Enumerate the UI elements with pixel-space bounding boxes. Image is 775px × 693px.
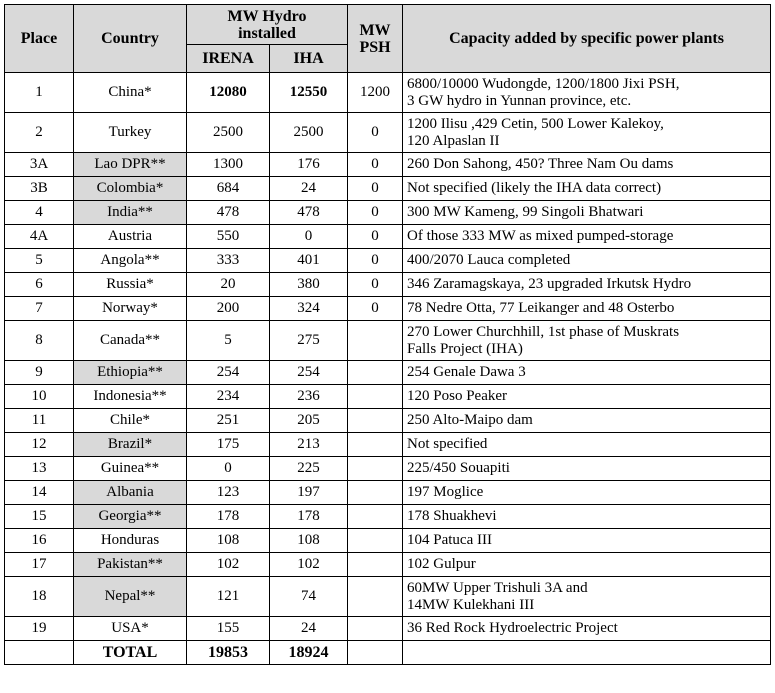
irena-cell: 102	[187, 553, 270, 577]
irena-cell: 684	[187, 177, 270, 201]
country-cell: Albania	[74, 481, 187, 505]
iha-cell: 2500	[270, 113, 348, 153]
country-cell: India**	[74, 201, 187, 225]
capacity-line: 14MW Kulekhani III	[407, 596, 535, 613]
place-cell: 1	[5, 73, 74, 113]
capacity-line: Not specified	[407, 436, 488, 452]
psh-cell: 0	[348, 273, 403, 297]
place-cell: 4	[5, 201, 74, 225]
table-header	[5, 5, 771, 73]
iha-cell: 275	[270, 321, 348, 361]
table-row	[5, 617, 771, 641]
table-row	[5, 409, 771, 433]
capacity-cell	[403, 409, 771, 433]
irena-cell: 1300	[187, 153, 270, 177]
country-cell: China*	[74, 73, 187, 113]
irena-cell: 0	[187, 457, 270, 481]
capacity-line: 270 Lower Churchhill, 1st phase of Muskrats	[407, 323, 680, 340]
iha-cell: 24	[270, 617, 348, 641]
capacity-cell	[403, 577, 771, 617]
total-psh-cell	[348, 641, 403, 665]
capacity-cell	[403, 385, 771, 409]
iha-cell: 254	[270, 361, 348, 385]
irena-cell: 2500	[187, 113, 270, 153]
capacity-cell	[403, 553, 771, 577]
header-iha: IHA	[270, 45, 348, 73]
iha-cell: 205	[270, 409, 348, 433]
country-cell: Brazil*	[74, 433, 187, 457]
country-cell: Chile*	[74, 409, 187, 433]
capacity-line: 78 Nedre Otta, 77 Leikanger and 48 Osterbo	[407, 300, 675, 316]
hydro-capacity-table	[4, 4, 771, 665]
psh-cell	[348, 457, 403, 481]
capacity-cell	[403, 177, 771, 201]
psh-cell	[348, 553, 403, 577]
capacity-cell	[403, 617, 771, 641]
table-body	[5, 73, 771, 641]
capacity-line: 400/2070 Lauca completed	[407, 252, 571, 268]
table-row	[5, 361, 771, 385]
iha-cell: 0	[270, 225, 348, 249]
country-cell: Norway*	[74, 297, 187, 321]
psh-cell	[348, 361, 403, 385]
capacity-cell	[403, 529, 771, 553]
place-cell: 12	[5, 433, 74, 457]
header-place: Place	[5, 5, 74, 73]
iha-cell: 380	[270, 273, 348, 297]
table-row	[5, 433, 771, 457]
irena-cell: 155	[187, 617, 270, 641]
country-cell: Colombia*	[74, 177, 187, 201]
psh-cell: 0	[348, 113, 403, 153]
country-cell: Indonesia**	[74, 385, 187, 409]
capacity-cell	[403, 73, 771, 113]
country-cell: Pakistan**	[74, 553, 187, 577]
capacity-line: 250 Alto-Maipo dam	[407, 412, 533, 428]
table-row	[5, 177, 771, 201]
place-cell: 7	[5, 297, 74, 321]
place-cell: 10	[5, 385, 74, 409]
place-cell: 3A	[5, 153, 74, 177]
table-row	[5, 321, 771, 361]
capacity-cell	[403, 225, 771, 249]
iha-cell: 102	[270, 553, 348, 577]
irena-cell: 175	[187, 433, 270, 457]
table-row	[5, 201, 771, 225]
place-cell: 4A	[5, 225, 74, 249]
header-irena: IRENA	[187, 45, 270, 73]
capacity-cell	[403, 153, 771, 177]
capacity-cell	[403, 273, 771, 297]
iha-cell: 225	[270, 457, 348, 481]
total-iha: 18924	[270, 641, 348, 665]
country-cell: Austria	[74, 225, 187, 249]
psh-cell: 0	[348, 297, 403, 321]
capacity-line: 1200 Ilisu ,429 Cetin, 500 Lower Kalekoy,	[407, 115, 664, 132]
total-row	[5, 641, 771, 665]
irena-cell: 254	[187, 361, 270, 385]
iha-cell: 401	[270, 249, 348, 273]
total-capacity-cell	[403, 641, 771, 665]
place-cell: 17	[5, 553, 74, 577]
country-cell: Russia*	[74, 273, 187, 297]
place-cell: 6	[5, 273, 74, 297]
irena-cell: 123	[187, 481, 270, 505]
place-cell: 2	[5, 113, 74, 153]
psh-cell	[348, 577, 403, 617]
capacity-line: 36 Red Rock Hydroelectric Project	[407, 620, 618, 636]
place-cell: 8	[5, 321, 74, 361]
capacity-line: 60MW Upper Trishuli 3A and	[407, 579, 588, 596]
capacity-cell	[403, 249, 771, 273]
capacity-line: 300 MW Kameng, 99 Singoli Bhatwari	[407, 204, 644, 220]
table-row	[5, 505, 771, 529]
irena-cell: 251	[187, 409, 270, 433]
capacity-cell	[403, 361, 771, 385]
irena-cell: 12080	[187, 73, 270, 113]
iha-cell: 478	[270, 201, 348, 225]
header-capacity: Capacity added by specific power plants	[403, 5, 771, 73]
total-label: TOTAL	[74, 641, 187, 665]
capacity-cell	[403, 201, 771, 225]
capacity-cell	[403, 505, 771, 529]
place-cell: 13	[5, 457, 74, 481]
capacity-line: 197 Moglice	[407, 484, 484, 500]
place-cell: 18	[5, 577, 74, 617]
place-cell: 16	[5, 529, 74, 553]
header-mw-hydro: MW Hydro installed	[187, 5, 348, 45]
iha-cell: 213	[270, 433, 348, 457]
table-row	[5, 73, 771, 113]
place-cell: 11	[5, 409, 74, 433]
place-cell: 9	[5, 361, 74, 385]
country-cell: Honduras	[74, 529, 187, 553]
header-mw-psh: MW PSH	[348, 5, 403, 73]
iha-cell: 236	[270, 385, 348, 409]
psh-cell: 0	[348, 225, 403, 249]
table-row	[5, 457, 771, 481]
iha-cell: 197	[270, 481, 348, 505]
table-row	[5, 297, 771, 321]
irena-cell: 5	[187, 321, 270, 361]
table-row	[5, 273, 771, 297]
country-cell: Ethiopia**	[74, 361, 187, 385]
irena-cell: 178	[187, 505, 270, 529]
iha-cell: 176	[270, 153, 348, 177]
capacity-line: 6800/10000 Wudongde, 1200/1800 Jixi PSH,	[407, 75, 680, 92]
iha-cell: 24	[270, 177, 348, 201]
capacity-line: Of those 333 MW as mixed pumped-storage	[407, 228, 674, 244]
capacity-cell	[403, 297, 771, 321]
table-row	[5, 225, 771, 249]
psh-cell	[348, 433, 403, 457]
capacity-line: 104 Patuca III	[407, 532, 492, 548]
capacity-line: 120 Poso Peaker	[407, 388, 508, 404]
table-row	[5, 113, 771, 153]
header-country: Country	[74, 5, 187, 73]
capacity-line: 346 Zaramagskaya, 23 upgraded Irkutsk Hydro	[407, 276, 692, 292]
capacity-line: 102 Gulpur	[407, 556, 476, 572]
psh-cell	[348, 321, 403, 361]
irena-cell: 20	[187, 273, 270, 297]
country-cell: Lao DPR**	[74, 153, 187, 177]
capacity-line: 254 Genale Dawa 3	[407, 364, 526, 380]
place-cell: 15	[5, 505, 74, 529]
psh-cell	[348, 385, 403, 409]
table-row	[5, 385, 771, 409]
irena-cell: 550	[187, 225, 270, 249]
country-cell: Turkey	[74, 113, 187, 153]
iha-cell: 108	[270, 529, 348, 553]
place-cell: 5	[5, 249, 74, 273]
country-cell: Angola**	[74, 249, 187, 273]
capacity-line: 260 Don Sahong, 450? Three Nam Ou dams	[407, 156, 674, 172]
country-cell: Guinea**	[74, 457, 187, 481]
irena-cell: 121	[187, 577, 270, 617]
iha-cell: 74	[270, 577, 348, 617]
psh-cell	[348, 409, 403, 433]
iha-cell: 178	[270, 505, 348, 529]
capacity-line: Falls Project (IHA)	[407, 340, 523, 357]
table-row	[5, 249, 771, 273]
capacity-cell	[403, 433, 771, 457]
psh-cell	[348, 529, 403, 553]
total-irena: 19853	[187, 641, 270, 665]
country-cell: Nepal**	[74, 577, 187, 617]
iha-cell: 324	[270, 297, 348, 321]
capacity-line: 120 Alpaslan II	[407, 132, 500, 149]
psh-cell: 0	[348, 201, 403, 225]
capacity-cell	[403, 457, 771, 481]
psh-cell: 0	[348, 177, 403, 201]
table-row	[5, 153, 771, 177]
country-cell: USA*	[74, 617, 187, 641]
place-cell: 19	[5, 617, 74, 641]
capacity-cell	[403, 321, 771, 361]
table-row	[5, 577, 771, 617]
capacity-line: 178 Shuakhevi	[407, 508, 497, 524]
table-row	[5, 529, 771, 553]
irena-cell: 200	[187, 297, 270, 321]
capacity-line: 225/450 Souapiti	[407, 460, 510, 476]
psh-cell: 0	[348, 153, 403, 177]
irena-cell: 333	[187, 249, 270, 273]
place-cell: 14	[5, 481, 74, 505]
total-place-cell	[5, 641, 74, 665]
psh-cell	[348, 617, 403, 641]
psh-cell	[348, 481, 403, 505]
capacity-cell	[403, 113, 771, 153]
irena-cell: 234	[187, 385, 270, 409]
psh-cell	[348, 505, 403, 529]
capacity-line: Not specified (likely the IHA data correct)	[407, 180, 662, 196]
table-row	[5, 481, 771, 505]
place-cell: 3B	[5, 177, 74, 201]
psh-cell: 1200	[348, 73, 403, 113]
irena-cell: 108	[187, 529, 270, 553]
psh-cell: 0	[348, 249, 403, 273]
irena-cell: 478	[187, 201, 270, 225]
iha-cell: 12550	[270, 73, 348, 113]
capacity-line: 3 GW hydro in Yunnan province, etc.	[407, 92, 632, 109]
country-cell: Canada**	[74, 321, 187, 361]
table-row	[5, 553, 771, 577]
capacity-cell	[403, 481, 771, 505]
country-cell: Georgia**	[74, 505, 187, 529]
